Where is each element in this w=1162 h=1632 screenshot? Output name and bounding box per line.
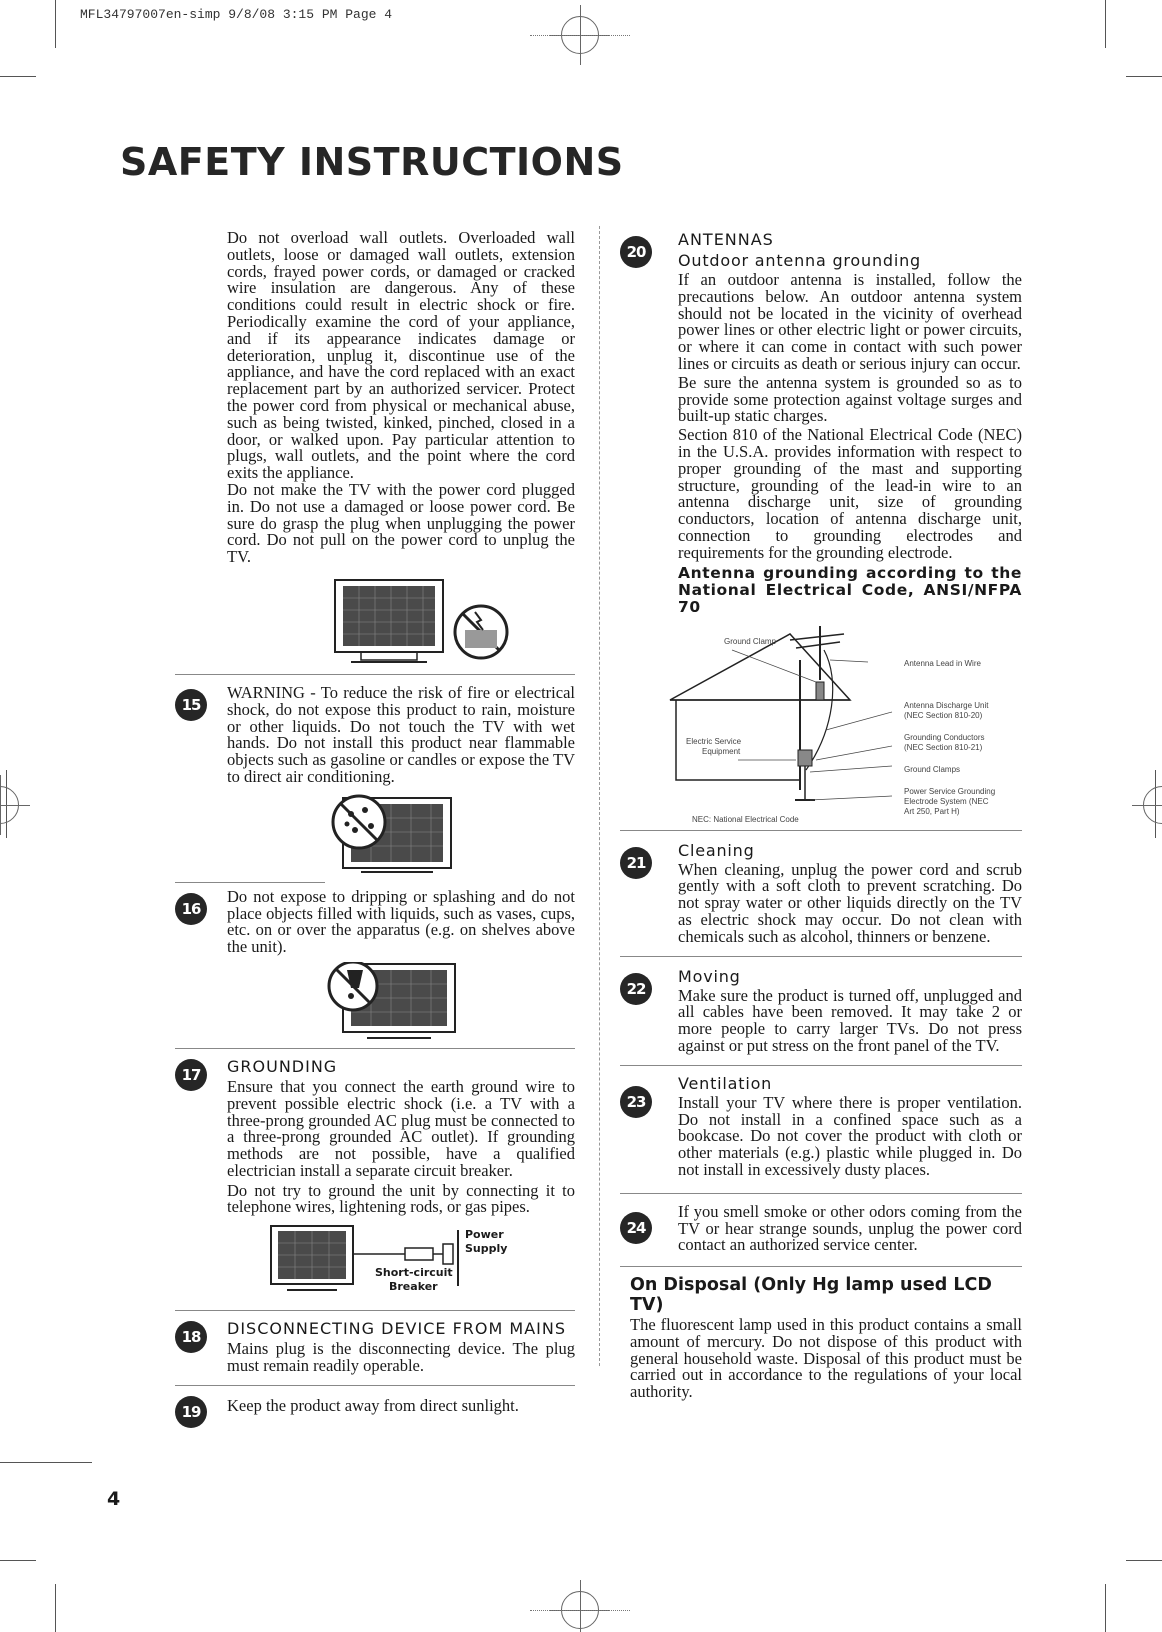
- crop-mark: [1105, 0, 1106, 48]
- section-22: [620, 967, 1022, 1055]
- section-heading: ANTENNAS: [678, 230, 774, 249]
- diagram-label: Electrode System (NEC: [904, 796, 989, 806]
- diagram-label: (NEC Section 810-21): [904, 742, 983, 752]
- section-subheading: Antenna grounding according to the National Electrical Code, ANSI/NFPA 70: [678, 563, 1022, 616]
- print-header: MFL34797007en-simp 9/8/08 3:15 PM Page 4: [80, 7, 393, 22]
- section-heading: DISCONNECTING DEVICE FROM MAINS: [227, 1319, 566, 1339]
- diagram-label: (NEC Section 810-20): [904, 710, 983, 720]
- section-16: [175, 886, 575, 957]
- section-text: Install your TV where there is proper ventilation. Do not install in a confined space such as a bookcase. Do not cover the product with cloth or other materials (e.g.) plastic while plugged in. Do not install in excessively dusty places.: [678, 1092, 1022, 1179]
- section-heading: Moving: [678, 966, 741, 986]
- diagram-label: Antenna Discharge Unit: [904, 700, 989, 710]
- crop-mark: [55, 0, 56, 48]
- section-23: [620, 1074, 1022, 1179]
- tv-liquid-illustration: [175, 962, 575, 1042]
- crop-mark: [0, 1560, 36, 1561]
- tv-power-cord-illustration: [175, 578, 575, 670]
- diagram-label: Ground Clamps: [904, 764, 961, 774]
- diagram-label: Power Service Grounding: [904, 786, 996, 796]
- section-text: WARNING - To reduce the risk of fire or electrical shock, do not expose this product to rain, moisture or other liquids. Do not touch the TV with wet hands. Do not install this product near flammable objects such as gasoline or candles or expose the TV to direct air conditioning.: [227, 682, 575, 786]
- section-text: Do not expose to dripping or splashing and do not place objects filled with liquids, such as vases, cups, etc. on or over the apparatus (e.g. on shelves above the unit).: [227, 886, 575, 957]
- section-text: Section 810 of the National Electrical Code (NEC) in the U.S.A. provides information with respect to proper grounding of the mast and supporting structure, grounding of the lead-in wire to an antenna discharge unit, size of grounding conductors, location of antenna discharge unit, connection to grounding electrodes and requirements for the grounding electrode.: [678, 425, 1022, 562]
- registration-mark: [1143, 786, 1162, 824]
- disposal-text: The fluorescent lamp used in this product contains a small amount of mercury. Do not dispose of this product with general household waste. Disposal of this product must be carried out in accordance to the regulations of your local authority.: [630, 1315, 1022, 1402]
- section-text: If an outdoor antenna is installed, follow the precautions below. An outdoor antenna system should not be located in the vicinity of overhead power lines or other electric light or power circuits, or where it can come in contact with such power lines or circuits as death or serious injury can occur.: [678, 270, 1022, 373]
- section-18: [175, 1319, 575, 1375]
- crop-mark: [1126, 76, 1162, 77]
- tv-rain-illustration: [175, 792, 575, 878]
- section-heading: Cleaning: [678, 840, 755, 860]
- section-19: [175, 1395, 575, 1421]
- section-text: Mains plug is the disconnecting device. The plug must remain readily operable.: [227, 1339, 575, 1376]
- right-column: [620, 230, 1022, 1401]
- section-heading: GROUNDING: [227, 1056, 338, 1076]
- section-text: Keep the product away from direct sunlight.: [227, 1395, 519, 1415]
- column-divider: [599, 226, 600, 1366]
- diagram-label: Equipment: [702, 746, 741, 756]
- section-number-badge: 24: [620, 1212, 652, 1244]
- section-text: Be sure the antenna system is grounded so as to provide some protection against voltage surges and built-up static charges.: [678, 372, 1022, 426]
- antenna-grounding-diagram: [620, 620, 1022, 826]
- section-21: [620, 841, 1022, 946]
- diagram-label-short-circuit: Short-circuit: [375, 1266, 453, 1280]
- intro-paragraph: Do not overload wall outlets. Overloaded wall outlets, loose or damaged wall outlets, extension cords, frayed power cords, or damaged or cracked wire insulation are dangerous. Any of these conditions could result in electric shock or fire. Periodically examine the cord of your appliance, and if its appearance indicates damage or deterioration, unplug it, discontinue use of the appliance, and have the cord replaced with an exact replacement part by an authorized servicer. Protect the power cord from physical or mechanical abuse, such as being twisted, kinked, pinched, closed in a door, or walked upon. Pay particular attention to plugs, wall outlets, and the point where the cord exits the appliance.: [227, 228, 575, 483]
- section-number-badge: 15: [175, 689, 207, 721]
- diagram-label-power: Power: [465, 1228, 504, 1242]
- section-number-badge: 17: [175, 1059, 207, 1091]
- section-number-badge: 19: [175, 1396, 207, 1428]
- diagram-label: Ground Clamp: [724, 636, 777, 646]
- section-number-badge: 21: [620, 847, 652, 879]
- registration-line: [530, 35, 630, 36]
- crop-mark: [1126, 1560, 1162, 1561]
- grounding-illustration: [175, 1224, 575, 1310]
- diagram-label: Electric Service: [686, 736, 742, 746]
- registration-line: [530, 1610, 630, 1611]
- diagram-label: NEC: National Electrical Code: [692, 814, 799, 824]
- section-subheading: Outdoor antenna grounding: [678, 251, 921, 270]
- section-text: Ensure that you connect the earth ground wire to prevent possible electric shock (i.e. a TV with a three-prong grounded AC plug must be connected to a three-prong grounded AC outlet). If grounding methods are not possible, have a qualified electrician install a separate circuit breaker.: [227, 1076, 575, 1180]
- section-20: [620, 230, 1022, 616]
- section-number-badge: 16: [175, 893, 207, 925]
- crop-mark: [0, 76, 36, 77]
- page-number: 4: [107, 1488, 121, 1510]
- diagram-label: Art 250, Part H): [904, 806, 960, 816]
- disposal-heading: On Disposal (Only Hg lamp used LCD TV): [630, 1275, 992, 1316]
- section-number-badge: 18: [175, 1321, 207, 1353]
- disposal-section: [620, 1275, 1022, 1401]
- section-number-badge: 20: [620, 236, 652, 268]
- diagram-label: Grounding Conductors: [904, 732, 985, 742]
- diagram-label-breaker: Breaker: [389, 1280, 438, 1294]
- diagram-label: Antenna Lead in Wire: [904, 658, 981, 668]
- section-number-badge: 22: [620, 973, 652, 1005]
- section-number-badge: 23: [620, 1086, 652, 1118]
- diagram-label-supply: Supply: [465, 1242, 508, 1256]
- section-24: [620, 1201, 1022, 1255]
- left-column: [175, 228, 575, 1421]
- page-title: SAFETY INSTRUCTIONS: [120, 140, 624, 184]
- crop-mark: [1105, 1584, 1106, 1632]
- section-text: Make sure the product is turned off, unplugged and all cables have been removed. It may take 2 or more people to carry larger TVs. Do not press against or put stress on the front panel of the TV.: [678, 985, 1022, 1055]
- section-text: If you smell smoke or other odors coming from the TV or hear strange sounds, unplug the power cord contact an authorized service center.: [678, 1201, 1022, 1255]
- section-text: When cleaning, unplug the power cord and scrub gently with a soft cloth to prevent scratching. Do not spray water or other liquids directly on the TV as electric shock may occur. Do not clean with chemicals such as alcohol, thinners or benzene.: [678, 859, 1022, 946]
- section-text: Do not try to ground the unit by connecting it to telephone wires, lightening rods, or gas pipes.: [227, 1180, 575, 1217]
- section-heading: Ventilation: [678, 1073, 773, 1093]
- section-17: [175, 1057, 575, 1216]
- registration-mark: [0, 786, 19, 824]
- crop-mark: [0, 1462, 92, 1463]
- intro-paragraph: Do not make the TV with the power cord plugged in. Do not use a damaged or loose power cord. Be sure do grasp the plug when unplugging the power cord. Do not pull on the power cord to unplug the TV.: [227, 479, 575, 567]
- section-15: [175, 682, 575, 786]
- crop-mark: [55, 1584, 56, 1632]
